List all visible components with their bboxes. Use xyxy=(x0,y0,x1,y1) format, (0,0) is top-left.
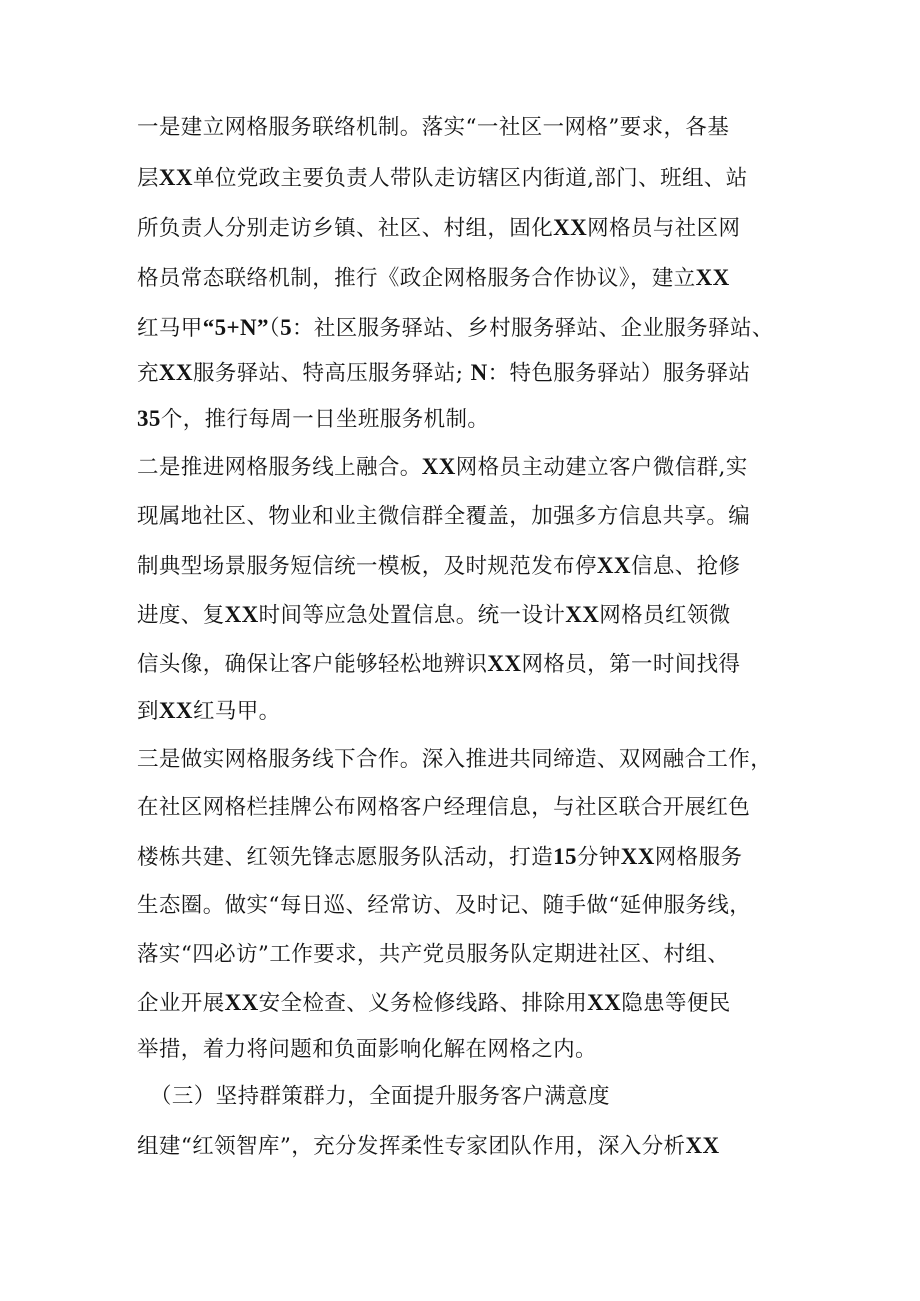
paragraph-line: 落实“四必访”工作要求，共产党员服务队定期进社区、村组、 xyxy=(137,942,730,967)
section-heading: （三）坚持群策群力，全面提升服务客户满意度 xyxy=(150,1084,610,1109)
paragraph-line: 现属地社区、物业和业主微信群全覆盖，加强多方信息共享。编 xyxy=(137,504,751,529)
paragraph-line: 一是建立网格服务联络机制。落实“一社区一网格”要求，各基 xyxy=(137,115,730,140)
paragraph-line: 进度、复XX时间等应急处置信息。统一设计XX网格员红领微 xyxy=(137,602,731,628)
paragraph-line: 二是推进网格服务线上融合。XX网格员主动建立客户微信群,实 xyxy=(137,454,748,480)
paragraph-line: 到XX红马甲。 xyxy=(137,698,281,724)
paragraph-line: 格员常态联络机制，推行《政企网格服务合作协议》，建立XX xyxy=(137,265,730,291)
paragraph-line: 层XX单位党政主要负责人带队走访辖区内街道,部门、班组、站 xyxy=(137,165,748,191)
paragraph-line: 充XX服务驿站、特高压服务驿站; N：特色服务驿站）服务驿站 xyxy=(137,360,751,386)
paragraph-line: 制典型场景服务短信统一模板，及时规范发布停XX信息、抢修 xyxy=(137,553,741,579)
paragraph-line: 所负责人分别走访乡镇、社区、村组，固化XX网格员与社区网 xyxy=(137,215,741,241)
paragraph-line: 生态圈。做实“每日巡、经常访、及时记、随手做“延伸服务线， xyxy=(137,893,752,918)
paragraph-line: 红马甲“5+N”（5：社区服务驿站、乡村服务驿站、企业服务驿站、 xyxy=(137,315,774,341)
paragraph-line: 企业开展XX安全检查、义务检修线路、排除用XX隐患等便民 xyxy=(137,990,731,1016)
paragraph-line: 在社区网格栏挂牌公布网格客户经理信息，与社区联合开展红色 xyxy=(137,795,751,820)
paragraph-line: 三是做实网格服务线下合作。深入推进共同缔造、双网融合工作， xyxy=(137,747,773,772)
paragraph-line: 35个，推行每周一日坐班服务机制。 xyxy=(137,406,490,432)
paragraph-line: 举措，着力将问题和负面影响化解在网格之内。 xyxy=(137,1037,597,1062)
paragraph-line: 楼栋共建、红领先锋志愿服务队活动，打造15分钟XX网格服务 xyxy=(137,844,743,870)
paragraph-line: 组建“红领智库”，充分发挥柔性专家团队作用，深入分析XX xyxy=(137,1133,720,1159)
paragraph-line: 信头像，确保让客户能够轻松地辨识XX网格员，第一时间找得 xyxy=(137,651,741,677)
